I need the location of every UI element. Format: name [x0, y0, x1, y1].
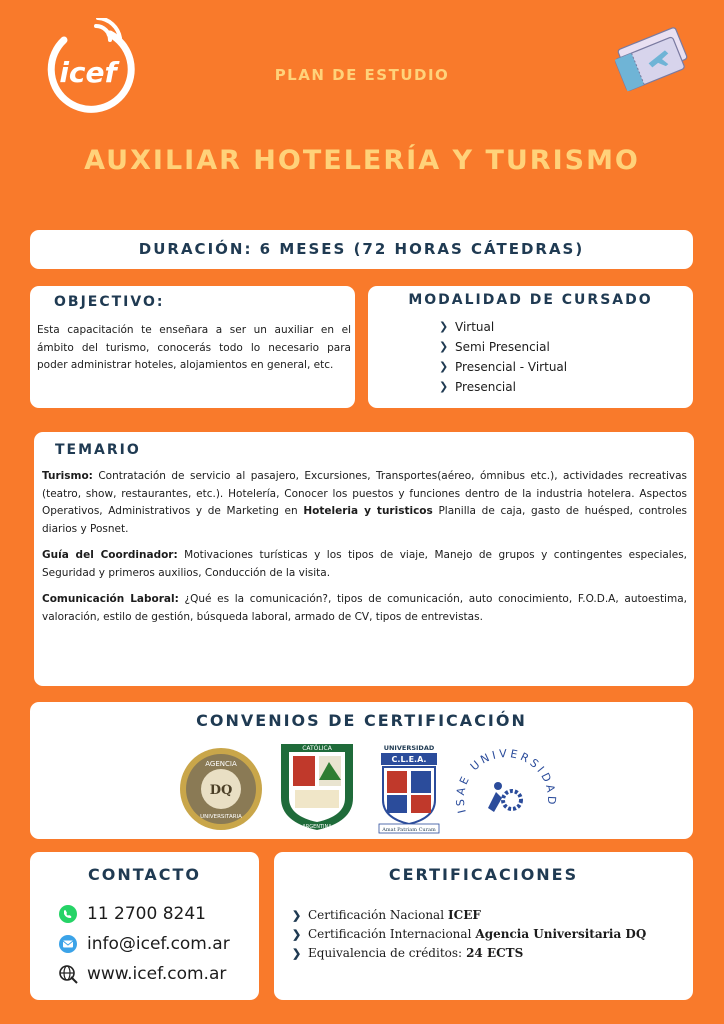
modalidad-list	[439, 317, 567, 397]
list-item: ❯ Semi Presencial	[439, 337, 567, 357]
objetivo-heading: OBJECTIVO:	[54, 294, 165, 310]
convenios-card	[30, 702, 693, 839]
svg-text:UNIVERSITARIA: UNIVERSITARIA	[200, 814, 242, 820]
convenios-heading: CONVENIOS DE CERTIFICACIÓN	[196, 711, 527, 730]
contact-web[interactable]: www.icef.com.ar	[87, 964, 227, 984]
svg-text:C.L.E.A.: C.L.E.A.	[391, 755, 427, 764]
temario-heading: TEMARIO	[55, 442, 141, 458]
svg-text:DQ: DQ	[209, 783, 233, 798]
list-item: ❯ Certificación Nacional ICEF	[292, 906, 646, 925]
page-title: AUXILIAR HOTELERÍA Y TURISMO	[84, 145, 640, 176]
email-icon	[58, 934, 78, 954]
contact-email-row[interactable]	[58, 934, 230, 954]
certificaciones-heading: CERTIFICACIONES	[388, 865, 579, 884]
universidad-catolica-cuyo-seal	[277, 740, 357, 832]
temario-guia: Guía del Coordinador: Motivaciones turísticas y los tipos de viaje, Manejo de grupos y contingentes especiales, Seguridad y primeros auxilios, Conducción de la visita.	[42, 549, 687, 579]
chevron-right-icon: ❯	[439, 320, 449, 333]
chevron-right-icon: ❯	[439, 360, 449, 373]
duracion-banner: DURACIÓN: 6 MESES (72 HORAS CÁTEDRAS)	[30, 230, 693, 269]
contact-phone-row[interactable]	[58, 904, 206, 924]
contacto-heading: CONTACTO	[87, 865, 202, 884]
agencia-dq-seal	[178, 746, 264, 832]
certificaciones-list	[292, 906, 646, 963]
contacto-card	[30, 852, 259, 1000]
contact-email[interactable]: info@icef.com.ar	[87, 934, 230, 954]
universidad-clea-seal	[375, 742, 443, 834]
svg-text:ISAE UNIVERSIDAD: ISAE UNIVERSIDAD	[454, 747, 558, 815]
svg-text:CATÓLICA: CATÓLICA	[302, 745, 332, 752]
chevron-right-icon: ❯	[292, 928, 302, 941]
list-item: ❯ Virtual	[439, 317, 567, 337]
contact-phone[interactable]: 11 2700 8241	[87, 904, 206, 924]
chevron-right-icon: ❯	[292, 909, 302, 922]
svg-text:ARGENTINA: ARGENTINA	[302, 824, 332, 830]
svg-text:Amat Patriam Curam: Amat Patriam Curam	[382, 827, 436, 833]
modalidad-heading: MODALIDAD DE CURSADO	[408, 292, 653, 308]
svg-text:UNIVERSIDAD: UNIVERSIDAD	[383, 744, 435, 752]
list-item: ❯ Certificación Internacional Agencia Universitaria DQ	[292, 925, 646, 944]
chevron-right-icon: ❯	[439, 340, 449, 353]
plane-tickets-icon	[608, 16, 694, 96]
whatsapp-icon	[58, 904, 78, 924]
web-icon	[58, 964, 78, 984]
list-item: ❯ Equivalencia de créditos: 24 ECTS	[292, 944, 646, 963]
objetivo-card	[30, 286, 355, 408]
certificaciones-card	[274, 852, 693, 1000]
plan-label: PLAN DE ESTUDIO	[274, 66, 450, 84]
logo-text: icef	[59, 56, 117, 89]
list-item: ❯ Presencial - Virtual	[439, 357, 567, 377]
contact-web-row[interactable]	[58, 964, 226, 984]
temario-card	[34, 432, 694, 686]
modalidad-card	[368, 286, 693, 408]
objetivo-text: Esta capacitación te enseñara a ser un auxiliar en el ámbito del turismo, conocerás todo lo necesario para poder administrar hoteles, alojamientos en general, etc.	[37, 324, 351, 371]
list-item: ❯ Presencial	[439, 377, 567, 397]
isae-universidad-seal	[454, 742, 558, 832]
svg-text:AGENCIA: AGENCIA	[205, 760, 237, 768]
chevron-right-icon: ❯	[292, 947, 302, 960]
temario-turismo: Turismo: Contratación de servicio al pasajero, Excursiones, Transportes(aéreo, ómnibus etc.), actividades recreativas (teatro, show, restaurantes, etc.). Hotelería, Conocer los puestos y funciones dentro de la industria hotelera. Aspectos Operativos, Administrativos y de Marketing en Hoteleria y turisticos Planilla de caja, gasto de huésped, controles diarios y Posnet.	[42, 470, 688, 535]
temario-comunicacion: Comunicación Laboral: ¿Qué es la comunicación?, tipos de comunicación, auto conocimiento, F.O.D.A, autoestima, valoración, estilo de gestión, búsqueda laboral, armado de CV, tipos de entrevistas.	[42, 593, 687, 623]
chevron-right-icon: ❯	[439, 380, 449, 393]
